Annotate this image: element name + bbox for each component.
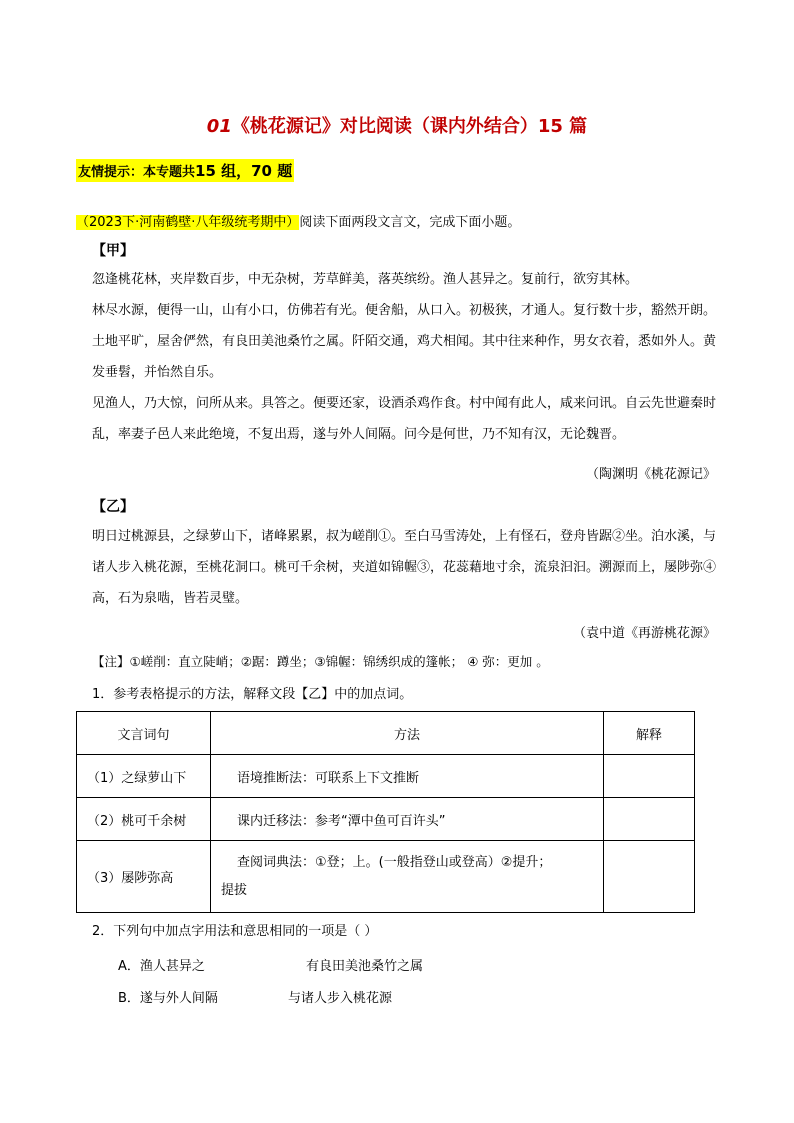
tip-banner: [76, 159, 294, 182]
passage-yi-label: 【乙】: [92, 499, 134, 515]
jia-attribution: （陶渊明《桃花源记》: [585, 467, 716, 482]
table-cell-answer[interactable]: [604, 841, 695, 913]
title-text: 《桃花源记》对比阅读（课内外结合）15 篇: [231, 116, 588, 137]
option-a-other: 有良田美池桑竹之属: [306, 959, 424, 974]
yi-paragraph: 明日过桃源县，之绿萝山下，诸峰累累，叔为嵯削①。至白马雪涛处，上有怪石，登舟皆踞②坐。泊水溪，与诸人步入桃花源，至桃花洞口。桃可千余树，夹道如锦幄③，花蕊藉地寸余，流泉汩汩。溯源而上，屡陟弥④高，石为泉啮，皆若灵璧。: [92, 529, 717, 606]
table-row: [77, 755, 695, 798]
source-line: [76, 211, 520, 230]
instruction: 阅读下面两段文言文，完成下面小题。: [299, 215, 521, 230]
annotation-note: 【注】①嵯削：直立陡峭；②踞：蹲坐；③锦幄：锦绣织成的篷帐； ④ 弥：更加 。: [92, 654, 549, 669]
table-header: 方法: [211, 712, 604, 755]
table-header: 解释: [604, 712, 695, 755]
method-line-1: 查阅词典法：①登；上。(一般指登山或登高）②提升；: [237, 854, 552, 870]
method-line-2: 提拔: [221, 882, 248, 898]
yi-attribution: （袁中道《再游桃花源》: [572, 626, 716, 641]
tip-count: 15 组，70 题: [195, 162, 293, 180]
table-cell-term: （1）之绿萝山下: [77, 755, 211, 798]
question-2: 2．下列句中加点字用法和意思相同的一项是（ ）: [92, 924, 378, 939]
passage-jia: [92, 264, 722, 450]
table-row: [77, 798, 695, 841]
option-a-label[interactable]: A．渔人甚异之: [118, 959, 205, 974]
table-cell-answer[interactable]: [604, 798, 695, 841]
table-header: 文言词句: [77, 712, 211, 755]
table-cell-answer[interactable]: [604, 755, 695, 798]
page-title: [0, 112, 794, 138]
passage-jia-label: 【甲】: [92, 243, 134, 259]
exam-source: （2023下·河南鹤壁·八年级统考期中）: [76, 215, 300, 230]
table-cell-term: （2）桃可千余树: [77, 798, 211, 841]
tip-prefix: 友情提示：本专题共: [78, 165, 196, 180]
passage-yi: [92, 521, 722, 614]
table-header-row: [77, 712, 695, 755]
table-cell-method: 课内迁移法：参考“潭中鱼可百许头”: [211, 798, 604, 841]
option-b-other: 与诸人步入桃花源: [288, 991, 393, 1006]
table-cell-method: [211, 841, 604, 913]
jia-paragraph-3: 见渔人，乃大惊，问所从来。具答之。便要还家，设酒杀鸡作食。村中闻有此人，咸来问讯。自云先世避秦时乱，率妻子邑人来此绝境，不复出焉，遂与外人间隔。问今是何世，乃不知有汉，无论魏晋。: [92, 396, 717, 442]
option-b-label[interactable]: B．遂与外人间隔: [118, 991, 218, 1006]
jia-paragraph-2: 林尽水源，便得一山，山有小口，仿佛若有光。便舍船，从口入。初极狭，才通人。复行数十步，豁然开朗。土地平旷，屋舍俨然，有良田美池桑竹之属。阡陌交通，鸡犬相闻。其中往来种作，男女衣着，悉如外人。黄发垂髫，并怡然自乐。: [92, 303, 717, 380]
question-1: 1．参考表格提示的方法，解释文段【乙】中的加点词。: [92, 687, 413, 702]
jia-paragraph-1: 忽逢桃花林，夹岸数百步，中无杂树，芳草鲜美，落英缤纷。渔人甚异之。复前行，欲穷其林。: [92, 272, 639, 287]
table-cell-method: 语境推断法：可联系上下文推断: [211, 755, 604, 798]
title-number: 01: [206, 116, 232, 137]
table-row: [77, 841, 695, 913]
question-1-table: [76, 711, 695, 913]
table-cell-term: （3）屡陟弥高: [77, 841, 211, 913]
